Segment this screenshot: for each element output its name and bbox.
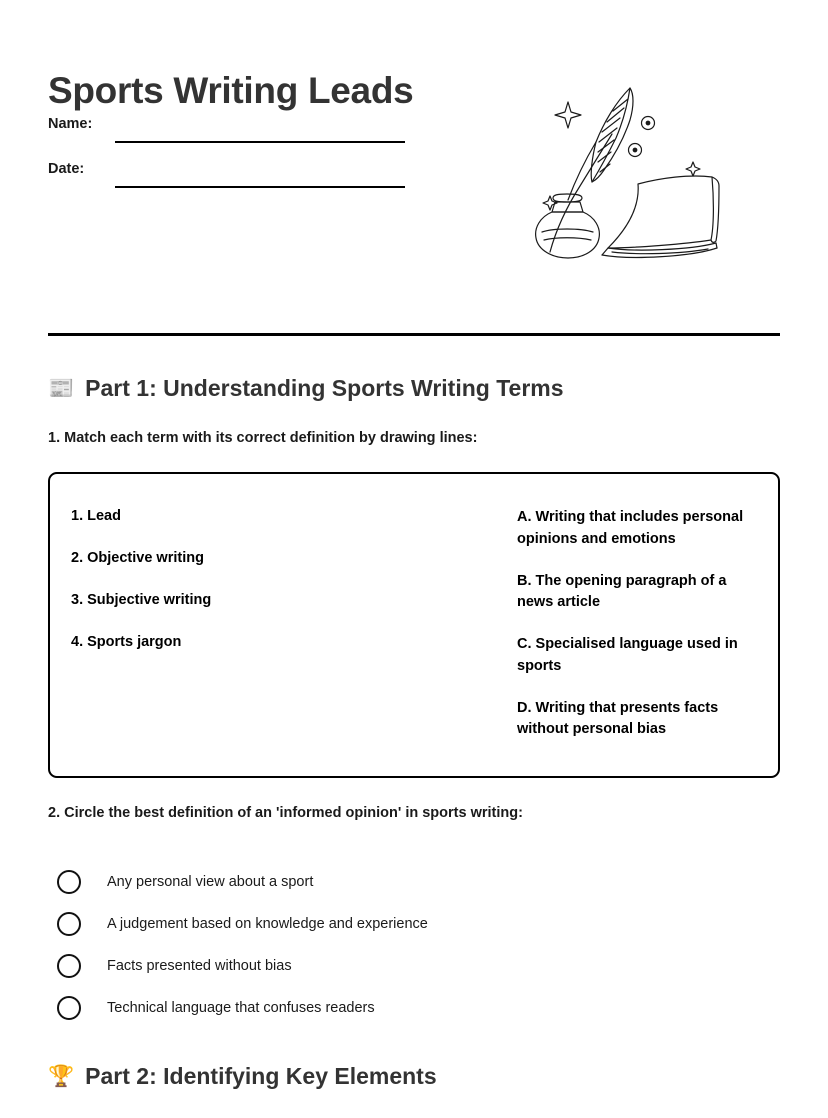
date-field-write-line[interactable]: [115, 186, 405, 188]
option-label: A judgement based on knowledge and experience: [107, 916, 428, 932]
matching-definition[interactable]: C. Specialised language used in sports: [517, 636, 738, 674]
quill-pen-inkwell-and-paper-illustration: [530, 80, 740, 270]
option-label: Facts presented without bias: [107, 958, 292, 974]
matching-definition[interactable]: D. Writing that presents facts without personal bias: [517, 699, 719, 738]
name-field-write-line[interactable]: [115, 141, 405, 143]
matching-definitions-column: [517, 507, 765, 741]
section-heading-part-2-label: Part 2: Identifying Key Elements: [85, 1063, 437, 1089]
matching-term[interactable]: 1. Lead: [71, 508, 121, 524]
option-row[interactable]: [48, 861, 648, 903]
newspaper-icon: 📰: [48, 377, 75, 400]
matching-definition[interactable]: A. Writing that includes personal opinions and emotions: [517, 509, 744, 547]
question-1-prompt: 1. Match each term with its correct definition by drawing lines:: [48, 430, 478, 446]
matching-term[interactable]: 3. Subjective writing: [71, 592, 212, 609]
circle-icon[interactable]: [57, 954, 81, 978]
matching-activity-box: [48, 472, 780, 778]
date-field-label: Date:: [48, 161, 85, 177]
question-2-prompt: 2. Circle the best definition of an 'informed opinion' in sports writing:: [48, 805, 523, 821]
section-heading-part-2: [48, 1063, 437, 1090]
name-field-label: Name:: [48, 116, 93, 132]
matching-term[interactable]: 4. Sports jargon: [71, 634, 182, 651]
page-title: Sports Writing Leads: [48, 69, 414, 111]
circle-icon[interactable]: [57, 912, 81, 936]
option-label: Technical language that confuses readers: [107, 1000, 375, 1016]
circle-icon[interactable]: [57, 870, 81, 894]
question-2-options-list: [48, 861, 648, 1029]
option-row[interactable]: [48, 987, 648, 1029]
matching-terms-column: [71, 507, 451, 652]
section-heading-part-1-label: Part 1: Understanding Sports Writing Terms: [85, 375, 564, 401]
option-row[interactable]: [48, 903, 648, 945]
trophy-icon: 🏆: [48, 1065, 75, 1088]
circle-icon[interactable]: [57, 996, 81, 1020]
section-heading-part-1: [48, 375, 564, 402]
header-divider-rule: [48, 333, 780, 336]
option-label: Any personal view about a sport: [107, 874, 314, 890]
option-row[interactable]: [48, 945, 648, 987]
matching-term[interactable]: 2. Objective writing: [71, 550, 204, 567]
matching-definition[interactable]: B. The opening paragraph of a news article: [517, 572, 727, 611]
